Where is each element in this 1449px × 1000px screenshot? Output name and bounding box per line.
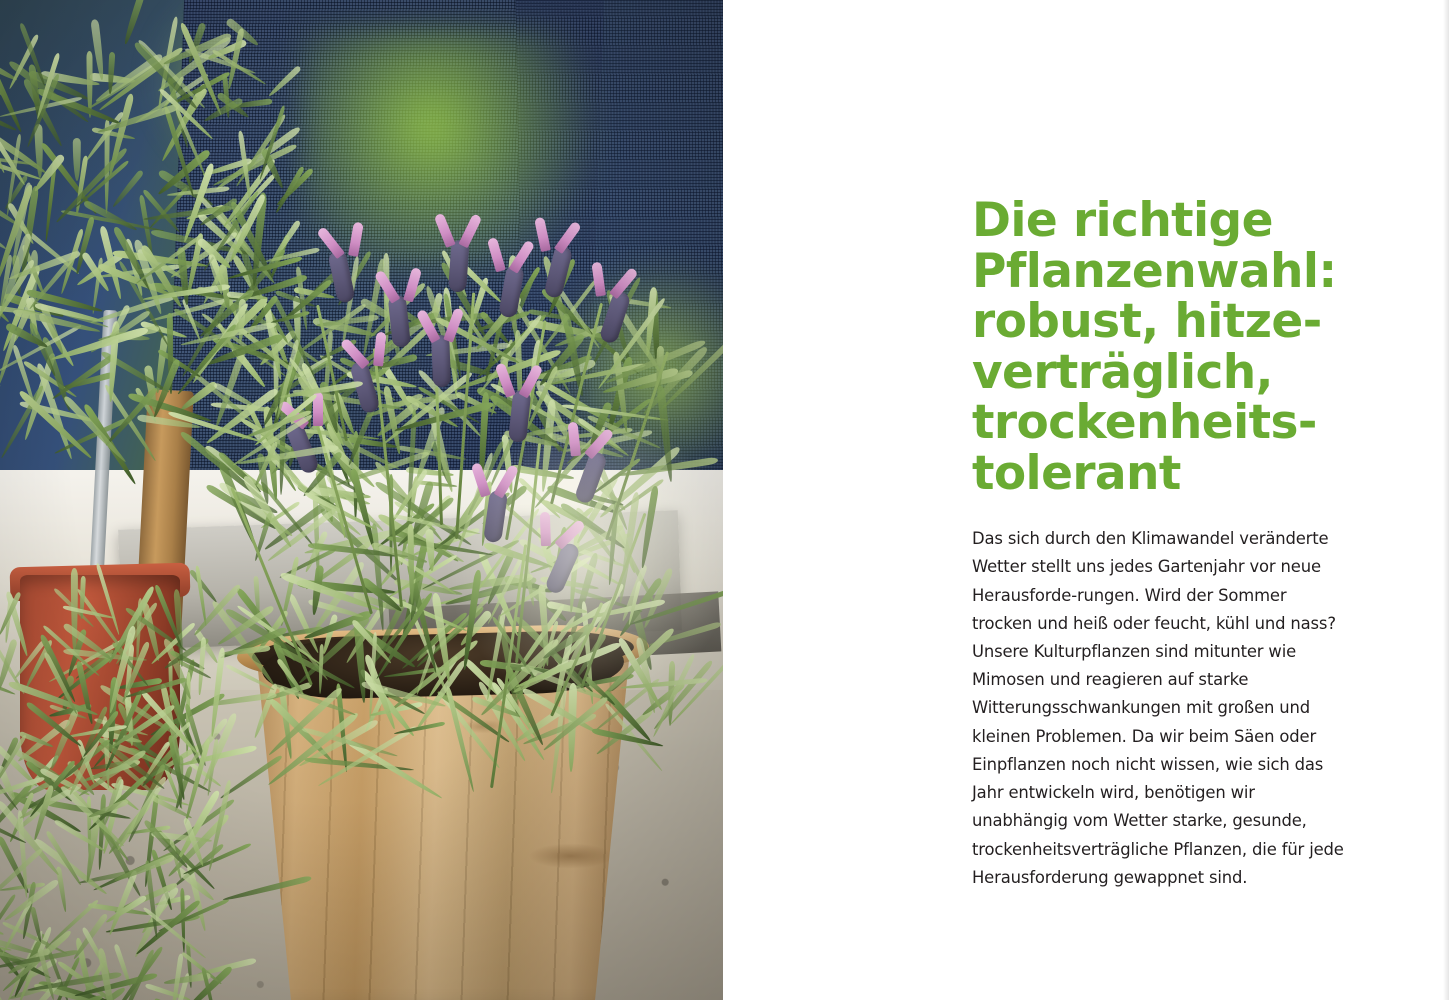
lavender-plant-background	[0, 0, 290, 420]
rosemary-plant-foreground	[0, 560, 230, 1000]
right-page-text	[723, 0, 1449, 1000]
text-column	[972, 193, 1344, 892]
page-edge-shadow	[1443, 0, 1449, 1000]
article-body-text: Das sich durch den Klimawandel veränderte Wetter stellt uns jedes Gartenjahr vor neue Herausforde-rungen. Wird der Sommer trocken und heiß oder feucht, kühl und nass? Unsere Kulturpflanzen sind mitunter wie Mimosen und reagieren auf starke Witterungsschwankungen mit großen und kleinen Problemen. Da wir beim Säen oder Einpflanzen noch nicht wissen, wie sich das Jahr entwickeln wird, benötigen wir unabhängig vom Wetter starke, gesunde, trockenheitsverträgliche Pflanzen, die für jede Herausforderung gewappnet sind.	[972, 529, 1344, 887]
lavender-bush	[250, 240, 680, 710]
article-headline: Die richtige Pflanzenwahl: robust, hitzeverträglich, trockenheitstolerant	[972, 193, 1337, 501]
lavender-photo	[0, 0, 723, 1000]
left-page-photo	[0, 0, 723, 1000]
